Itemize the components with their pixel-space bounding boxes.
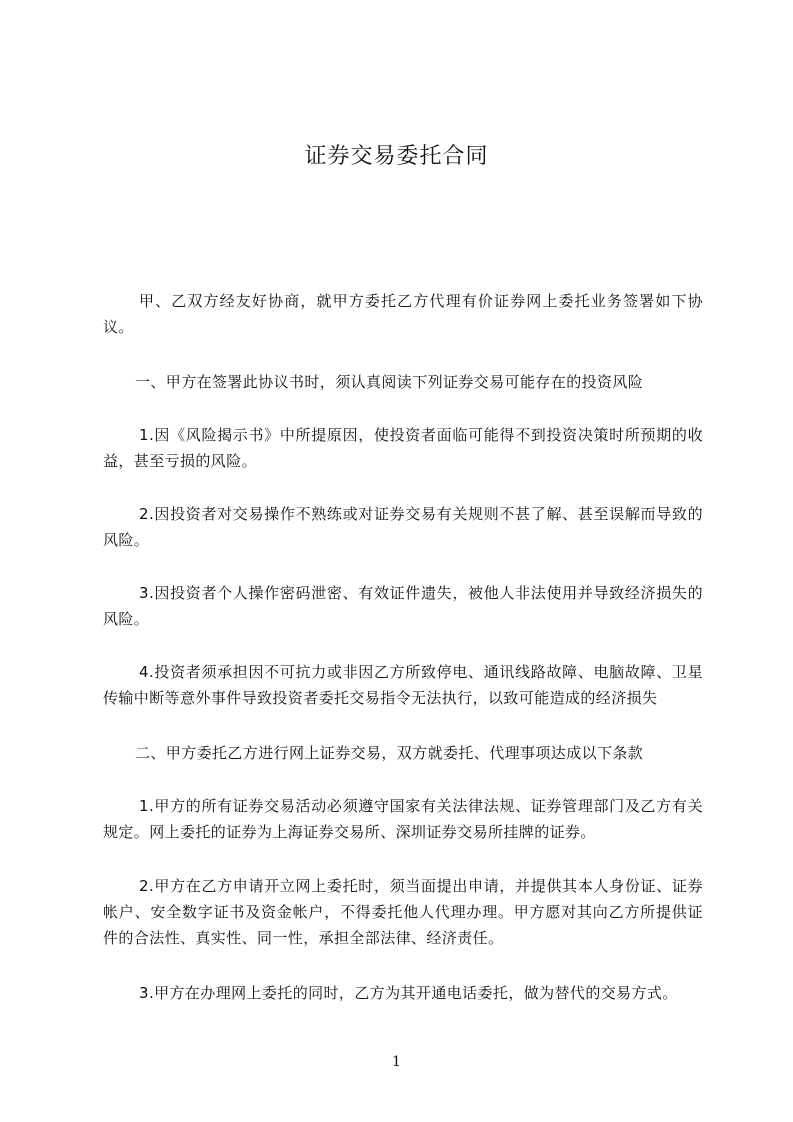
document-title: 证券交易委托合同: [304, 144, 489, 169]
section-2-item-2: 2.甲方在乙方申请开立网上委托时，须当面提出申请，并提供其本人身份证、证券帐户、安全数字证书及资金帐户，不得委托他人代理办理。甲方愿对其向乙方所提供证件的合法性、真实性、同一性，承担全部法律、经济责任。: [103, 877, 703, 947]
section-2-item-1: 1.甲方的所有证券交易活动必须遵守国家有关法律法规、证券管理部门及乙方有关规定。网上委托的证券为上海证券交易所、深圳证券交易所挂牌的证券。: [103, 797, 703, 841]
section-2-heading: 二、甲方委托乙方进行网上证券交易，双方就委托、代理事项达成以下条款: [135, 744, 644, 762]
section-1-heading: 一、甲方在签署此协议书时，须认真阅读下列证券交易可能存在的投资风险: [135, 373, 644, 391]
intro-paragraph: 甲、乙双方经友好协商，就甲方委托乙方代理有价证券网上委托业务签署如下协议。: [103, 292, 703, 336]
section-1-item-2: 2.因投资者对交易操作不熟练或对证券交易有关规则不甚了解、甚至误解而导致的风险。: [103, 505, 703, 549]
section-1-item-4: 4.投资者须承担因不可抗力或非因乙方所致停电、通讯线路故障、电脑故障、卫星传输中断等意外事件导致投资者委托交易指令无法执行，以致可能造成的经济损失: [103, 663, 703, 707]
section-2-item-3: 3.甲方在办理网上委托的同时，乙方为其开通电话委托，做为替代的交易方式。: [139, 984, 678, 1002]
page-number: 1: [392, 1054, 401, 1070]
section-1-item-3: 3.因投资者个人操作密码泄密、有效证件遗失，被他人非法使用并导致经济损失的风险。: [103, 584, 703, 628]
section-1-item-1: 1.因《风险揭示书》中所提原因，使投资者面临可能得不到投资决策时所预期的收益，甚至亏损的风险。: [103, 426, 703, 470]
